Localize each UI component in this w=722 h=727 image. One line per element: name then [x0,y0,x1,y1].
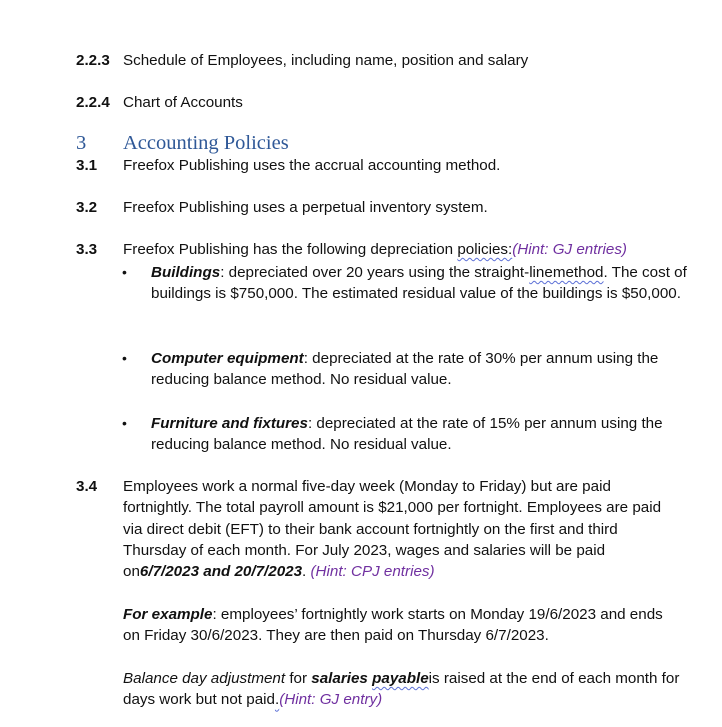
payroll-end: . [302,563,311,581]
computer-text: : depreciated at the rate of 30% per annum using the reducing balance method. No residual value. [151,350,659,389]
furniture-text: : depreciated at the rate of 15% per annum using the reducing balance method. No residual value. [151,415,663,454]
heading-title: Accounting Policies [123,132,289,154]
balance-day-label: Balance day adjustment [123,670,286,687]
hint-cpj-entries: (Hint: CPJ entries) [310,563,435,581]
furniture-label: Furniture and fixtures [151,415,308,432]
section-number-3-4: 3.4 [76,478,98,495]
salaries-label: salaries [311,670,373,687]
heading-number: 3 [76,132,87,154]
bullet-computer-equipment [151,348,691,391]
payable-label: payable [372,670,429,687]
section-text-3-4-payroll [123,476,683,582]
section-number-2-2-4: 2.2.4 [76,94,110,111]
bullet-icon: • [122,350,127,366]
balance-for: for [285,670,312,687]
policy-intro: Freefox Publishing has the following depreciation [123,241,458,258]
section-text-3-3 [123,241,627,258]
section-text-2-2-4: Chart of Accounts [123,94,243,111]
buildings-text-1: : depreciated over 20 years using the straight- [220,264,530,281]
section-number-3-2: 3.2 [76,199,98,216]
balance-day-paragraph [123,668,683,711]
example-paragraph [123,604,683,647]
balance-text: is raised at the end of each month for days work but not paid [123,670,680,709]
bullet-furniture-fixtures [151,413,691,456]
bullet-buildings [151,262,691,305]
bullet-icon: • [122,415,127,431]
payroll-dates: 6/7/2023 and 20/7/2023 [139,563,303,581]
policy-intro-spellcheck: policies: [457,241,513,258]
section-number-3-3: 3.3 [76,241,98,258]
example-label: For example [123,606,213,623]
bullet-icon: • [122,264,127,280]
buildings-label: Buildings [151,264,221,281]
section-number-2-2-3: 2.2.3 [76,52,110,69]
hint-gj-entries: (Hint: GJ entries) [512,241,627,258]
example-text: : employees’ fortnightly work starts on Monday 19/6/2023 and ends on Friday 30/6/2023. They are then paid on Thursday 6/7/2023. [123,606,663,645]
buildings-text-2: . The cost of buildings is $750,000. The estimated residual value of the buildings is $50,000. [151,264,687,303]
section-number-3-1: 3.1 [76,157,98,174]
section-text-3-1: Freefox Publishing uses the accrual accounting method. [123,157,501,174]
payroll-text: Employees work a normal five-day week (Monday to Friday) but are paid fortnightly. The total payroll amount is $21,000 per fortnight. Employees are paid via direct debit (EFT) to their bank account fortnightly on the first and third Thursday of each month. For July 2023, wages and salaries will be paid on [123,478,662,581]
hint-gj-entry: (Hint: GJ entry) [279,691,383,709]
section-text-2-2-3: Schedule of Employees, including name, position and salary [123,52,529,69]
section-text-3-2: Freefox Publishing uses a perpetual inventory system. [123,199,488,216]
buildings-text-spellcheck: linemethod [529,264,604,281]
balance-dot: . [274,691,280,709]
computer-label: Computer equipment [151,350,304,367]
